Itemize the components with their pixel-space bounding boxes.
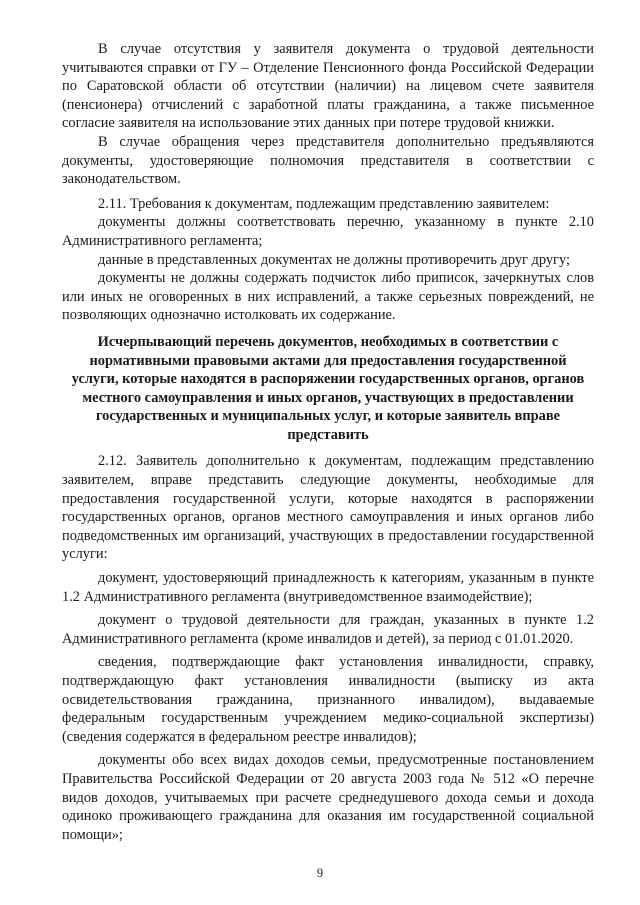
paragraph-section-2-12: 2.12. Заявитель дополнительно к документам, подлежащим представлению заявителем, вправе представить следующие документы, необходимые для предоставления государственной услуги, которые находятся в распоряжении государственных органов, органов местного самоуправления и иных органов либо подведомственных им организаций, участвующих в предоставлении государственной услуги: [62, 453, 594, 563]
document-page [62, 40, 594, 844]
paragraph-no-employment-record: В случае отсутствия у заявителя документа о трудовой деятельности учитываются справки от ГУ – Отделение Пенсионного фонда Российской Федерации по Саратовской области об отсутствии (наличии) на лицевом счете заявителя (пенсионера) отчислений с заработной платы гражданина, а также письменное согласие заявителя на использование этих данных при потере трудовой книжки. [62, 41, 594, 132]
paragraph-requirement-consistency: данные в представленных документах не должны противоречить друг другу; [98, 251, 570, 268]
page-number: 9 [316, 866, 324, 880]
paragraph-income-documents: документы обо всех видах доходов семьи, предусмотренные постановлением Правительства Российской Федерации от 20 августа 2003 года № 512 «О перечне видов доходов, учитываемых при расчете среднедушевого дохода семьи и дохода одиноко проживающего гражданина для оказания им государственной социальной помощи»; [62, 752, 594, 843]
paragraph-requirement-list: документы должны соответствовать перечню, указанному в пункте 2.10 Административного регламента; [62, 214, 594, 249]
paragraph-employment-document: документ о трудовой деятельности для граждан, указанных в пункте 1.2 Административного регламента (кроме инвалидов и детей), за период с 01.01.2020. [62, 612, 594, 647]
paragraph-category-document: документ, удостоверяющий принадлежность к категориям, указанным в пункте 1.2 Административного регламента (внутриведомственное взаимодействие); [62, 570, 594, 605]
paragraph-section-2-11: 2.11. Требования к документам, подлежащим представлению заявителем: [98, 195, 550, 212]
paragraph-disability-info: сведения, подтверждающие факт установления инвалидности, справку, подтверждающую факт установления инвалидности (выписку из акта освидетельствования гражданина, признанного инвалидом), выдаваемые федеральным государственным учреждением медико-социальной экспертизы) (сведения содержатся в федеральном реестре инвалидов); [62, 654, 594, 745]
section-heading: Исчерпывающий перечень документов, необходимых в соответствии с нормативными правовыми актами для предоставления государственной услуги, которые находятся в распоряжении государственных органов, органов местного самоуправления и иных органов, участвующих в предоставлении государственных и муниципальных услуг, и которые заявитель вправе представить [71, 333, 585, 443]
paragraph-requirement-corrections: документы не должны содержать подчисток либо приписок, зачеркнутых слов или иных не оговоренных в них исправлений, а также серьезных повреждений, не позволяющих однозначно истолковать их содержание. [62, 270, 594, 324]
paragraph-representative: В случае обращения через представителя дополнительно предъявляются документы, удостоверяющие полномочия представителя в соответствии с законодательством. [62, 133, 594, 188]
